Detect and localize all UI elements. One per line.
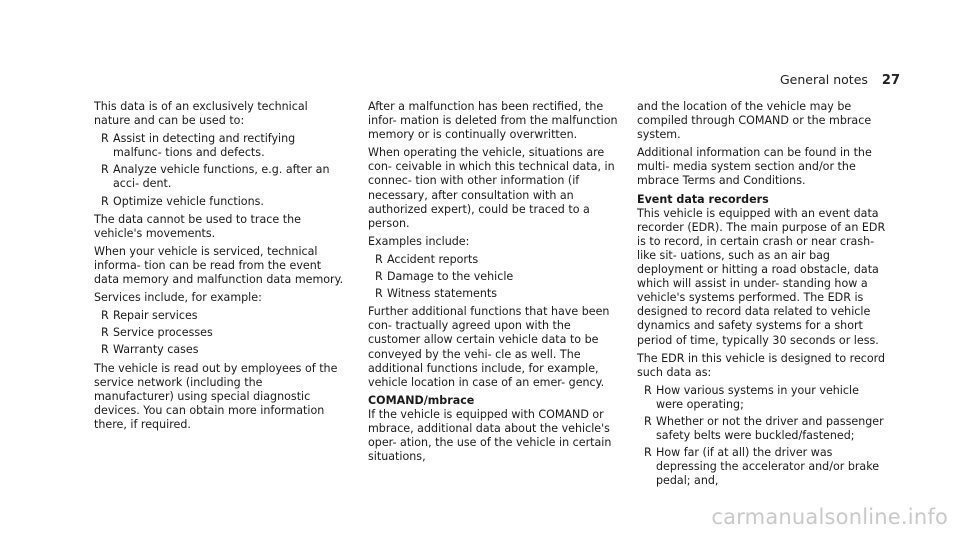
section-heading: COMAND/mbrace [368,393,475,407]
bullet-list [637,384,887,489]
bullet-icon: R [644,446,652,460]
list-item: R Warranty cases [101,343,199,357]
paragraph: If the vehicle is equipped with COMAND or mbrace, additional data about the vehicle's oper- ation, the use of the vehicle in certain situations, [368,407,612,464]
bullet-icon: R [375,252,383,266]
bullet-icon: R [375,287,383,301]
list-item: R Whether or not the driver and passenger safety belts were buckled/fastened; [644,414,884,443]
page-number: 27 [881,73,900,88]
page-header [780,72,900,88]
paragraph: The data cannot be used to trace the vehicle's movements. [94,212,301,240]
column-2 [368,100,622,468]
bullet-list [94,132,344,208]
paragraph: Additional information can be found in the multi- media system section and/or the mbrace Terms and Conditions. [637,146,872,188]
list-item: R How various systems in your vehicle were operating; [644,383,859,411]
list-item: R How far (if at all) the driver was depressing the accelerator and/or brake pedal; and, [644,446,880,488]
bullet-icon: R [101,194,109,208]
paragraph: When your vehicle is serviced, technical informa- tion can be read from the event data memory and malfunction data memory. [94,244,344,287]
paragraph: This vehicle is equipped with an event data recorder (EDR). The main purpose of an EDR is to record, in certain crash or near crash-like sit- uations, such as an air bag deployment or hitting a road obstacle, data which will assist in under- standing how a vehicle's systems performed. The EDR is designed to record data related to vehicle dynamics and safety systems for a short period of time, typically 30 seconds or less. [637,206,886,347]
bullet-icon: R [101,163,109,177]
list-item: R Witness statements [375,287,497,301]
bullet-icon: R [101,132,109,146]
bullet-icon: R [644,414,652,428]
bullet-icon: R [644,383,652,397]
bullet-icon: R [101,309,109,323]
paragraph: Examples include: [368,234,470,248]
list-item: R Repair services [101,309,198,323]
watermark: carmanualsonline.info [711,505,948,529]
list-item: R Optimize vehicle functions. [101,194,264,208]
bullet-list [368,253,622,301]
paragraph: After a malfunction has been rectified, the infor- mation is deleted from the malfunction memory or is continually overwritten. [368,100,618,142]
list-item: R Damage to the vehicle [375,270,514,284]
paragraph: This data is of an exclusively technical nature and can be used to: [94,100,308,128]
section-title: General notes [779,72,868,87]
bullet-icon: R [101,343,109,357]
paragraph: The vehicle is read out by employees of the service network (including the manufacturer) using special diagnostic devices. You can obtain more information there, if required. [94,361,338,431]
paragraph: When operating the vehicle, situations are con- ceivable in which this technical data, in connec- tion with other information (if necessary, after consultation with an authorized expert), could be traced to a person. [368,146,615,230]
column-3 [637,100,887,492]
list-item: R Analyze vehicle functions, e.g. after an acci- dent. [101,163,330,191]
paragraph: and the location of the vehicle may be compiled through COMAND or the mbrace system. [637,100,872,142]
column-1 [94,100,344,436]
list-item: R Service processes [101,326,213,340]
paragraph: The EDR in this vehicle is designed to record such data as: [637,351,886,379]
paragraph: Services include, for example: [94,291,262,305]
paragraph: Further additional functions that have been con- tractually agreed upon with the customer allow certain vehicle data to be conveyed by the vehi- cle as well. The additional functions include, for example, vehicle location in case of an emer- gency. [368,305,610,389]
section-heading: Event data recorders [637,192,769,206]
bullet-icon: R [101,326,109,340]
bullet-icon: R [375,270,383,284]
list-item: R Accident reports [375,252,479,266]
bullet-list [94,309,344,357]
list-item: R Assist in detecting and rectifying malfunc- tions and defects. [101,132,296,160]
